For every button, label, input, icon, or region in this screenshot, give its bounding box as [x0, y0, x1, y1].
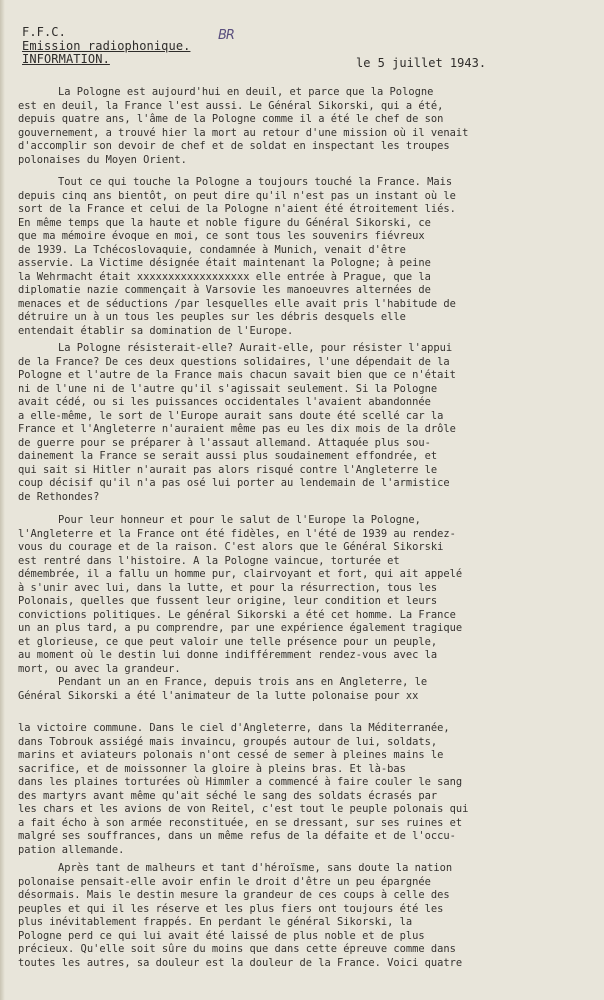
text-line: sort de la France et celui de la Pologne n'aient été étroitement liés.	[18, 203, 456, 215]
text-line: dans Tobrouk assiégé mais invaincu, groupés autour de lui, soldats,	[18, 735, 438, 748]
text-line: plus inévitablement frappés. En perdant le général Sikorski, la	[18, 916, 413, 928]
text-line: la Wehrmacht était xxxxxxxxxxxxxxxxxx elle entrée à Prague, que la	[18, 270, 431, 283]
paragraph	[0, 676, 604, 703]
document-header	[22, 26, 190, 67]
text-line: polonaise pensait-elle avoir enfin le droit d'être un peu épargnée	[18, 875, 431, 888]
text-line: de 1939. La Tchécoslovaquie, condamnée à Munich, venait d'être	[18, 243, 406, 256]
text-line: démembrée, il a fallu un homme pur, clairvoyant et fort, qui ait appelé	[18, 568, 463, 580]
text-line: coup décisif qu'il n'a pas osé lui porter au lendemain de l'armistice	[18, 477, 450, 489]
text-line: a fait écho à son armée reconstituée, en se dressant, sur ses ruines et	[18, 816, 463, 829]
text-line: depuis quatre ans, l'âme de la Pologne comme il a été le chef de son	[18, 113, 444, 125]
text-line: menaces et de séductions /par lesquelles elle avait pris l'habitude de	[18, 297, 456, 310]
text-line: convictions politiques. Le général Sikorski a été cet homme. La France	[18, 608, 456, 621]
text-line: malgré ses souffrances, dans un même refus de la défaite et de l'occu-	[18, 830, 456, 842]
text-line: vous du courage et de la raison. C'est alors que le Général Sikorski	[18, 541, 444, 553]
text-line: de guerre pour se préparer à l'assaut allemand. Attaquée plus sou-	[18, 436, 431, 449]
text-line: a elle-même, le sort de l'Europe aurait sans doute été scellé car la	[18, 409, 444, 422]
text-line: Pologne perd ce qui lui avait été laissé de plus noble et de plus	[18, 929, 425, 942]
text-line: au moment où le destin lui donne indifféremment rendez-vous avec la	[18, 649, 438, 661]
text-line: Pour leur honneur et pour le salut de l'Europe la Pologne,	[58, 514, 421, 526]
text-line: La Pologne résisterait-elle? Aurait-elle, pour résister l'appui	[58, 342, 453, 354]
text-line: entendait établir sa domination de l'Europe.	[18, 324, 294, 337]
section-label: INFORMATION.	[22, 52, 110, 66]
document-date: le 5 juillet 1943.	[356, 56, 487, 70]
paragraph	[0, 342, 604, 504]
paragraph	[0, 86, 604, 167]
paragraph	[0, 514, 604, 676]
text-line: est rentré dans l'histoire. A la Pologne vaincue, torturée et	[18, 554, 400, 567]
text-line: France et l'Angleterre n'auraient même pas eu les dix mois de la drôle	[18, 423, 456, 435]
text-line: asservie. La Victime désignée était maintenant la Pologne; à peine	[18, 257, 431, 269]
text-line: de la France? De ces deux questions solidaires, l'une dépendait de la	[18, 355, 450, 368]
text-line: avait cédé, ou si les puissances occidentales l'avaient abandonnée	[18, 396, 431, 408]
broadcast-type: Emission radiophonique.	[22, 38, 191, 53]
text-line: dans les plaines torturées où Himmler a commencé à faire couler le sang	[18, 776, 463, 788]
text-line: depuis cinq ans bientôt, on peut dire qu'il n'est pas un instant où le	[18, 189, 456, 202]
text-line: dainement la France se serait aussi plus soudainement effondrée, et	[18, 450, 438, 462]
text-line: de Rethondes?	[18, 490, 100, 503]
text-line: et glorieuse, ce que peut valoir une telle présence pour un peuple,	[18, 635, 438, 648]
text-line: polonaises du Moyen Orient.	[18, 153, 187, 166]
text-line: pation allemande.	[18, 843, 125, 856]
text-line: détruire un à un tous les peuples sur les débris desquels elle	[18, 311, 406, 323]
text-line: les chars et les avions de von Reitel, c'est tout le peuple polonais qui	[18, 803, 469, 815]
paragraph	[0, 722, 604, 857]
text-line: Pendant un an en France, depuis trois ans en Angleterre, le	[58, 676, 428, 688]
text-line: Tout ce qui touche la Pologne a toujours touché la France. Mais	[58, 176, 453, 188]
text-line: diplomatie nazie commençait à Varsovie les manoeuvres alternées de	[18, 284, 431, 296]
text-line: un an plus tard, a pu comprendre, par une expérience également tragique	[18, 622, 463, 634]
text-line: que ma mémoire évoque en moi, ce sont tous les souvenirs fiévreux	[18, 230, 425, 242]
paragraph	[0, 862, 604, 970]
text-line: d'accomplir son devoir de chef et de soldat en inspectant les troupes	[18, 140, 450, 152]
paragraph	[0, 176, 604, 338]
text-line: Pologne et l'autre de la France mais chacun savait bien que ce n'était	[18, 369, 456, 381]
text-line: ni de l'une ni de l'autre qu'il s'agissait seulement. Si la Pologne	[18, 382, 438, 395]
text-line: la victoire commune. Dans le ciel d'Angleterre, dans la Méditerranée,	[18, 722, 450, 734]
org-name: F.F.C.	[22, 25, 66, 39]
text-line: peuples et qui il les réserve et les plus fiers ont toujours été les	[18, 902, 444, 915]
text-line: La Pologne est aujourd'hui en deuil, et parce que la Pologne	[58, 86, 434, 98]
text-line: qui sait si Hitler n'aurait pas alors risqué contre l'Angleterre le	[18, 463, 438, 476]
text-line: sacrifice, et de moissonner la gloire à pleins bras. Et là-bas	[18, 762, 406, 775]
text-line: des martyrs avant même qu'ait séché le sang des soldats écrasés par	[18, 789, 438, 802]
text-line: désormais. Mais le destin mesure la grandeur de ces coups à celle des	[18, 889, 450, 901]
text-line: mort, ou avec la grandeur.	[18, 662, 181, 675]
text-line: Polonais, quelles que fussent leur origine, leur condition et leurs	[18, 595, 438, 607]
text-line: Après tant de malheurs et tant d'héroïsme, sans doute la nation	[58, 862, 453, 874]
text-line: à s'unir avec lui, dans la lutte, et pour la résurrection, tous les	[18, 581, 438, 594]
text-line: précieux. Qu'elle soit sûre du moins que dans cette épreuve comme dans	[18, 943, 456, 955]
text-line: gouvernement, a trouvé hier la mort au retour d'une mission où il venait	[18, 126, 469, 139]
text-line: toutes les autres, sa douleur est la douleur de la France. Voici quatre	[18, 956, 463, 969]
text-line: marins et aviateurs polonais n'ont cessé de semer à pleines mains le	[18, 749, 444, 761]
text-line: l'Angleterre et la France ont été fidèles, en l'été de 1939 au rendez-	[18, 527, 456, 540]
text-line: En même temps que la haute et noble figure du Général Sikorski, ce	[18, 216, 431, 229]
handwritten-annotation: BR	[218, 28, 234, 43]
text-line: est en deuil, la France l'est aussi. Le Général Sikorski, qui a été,	[18, 99, 444, 112]
text-line: Général Sikorski a été l'animateur de la lutte polonaise pour xx	[18, 689, 419, 702]
